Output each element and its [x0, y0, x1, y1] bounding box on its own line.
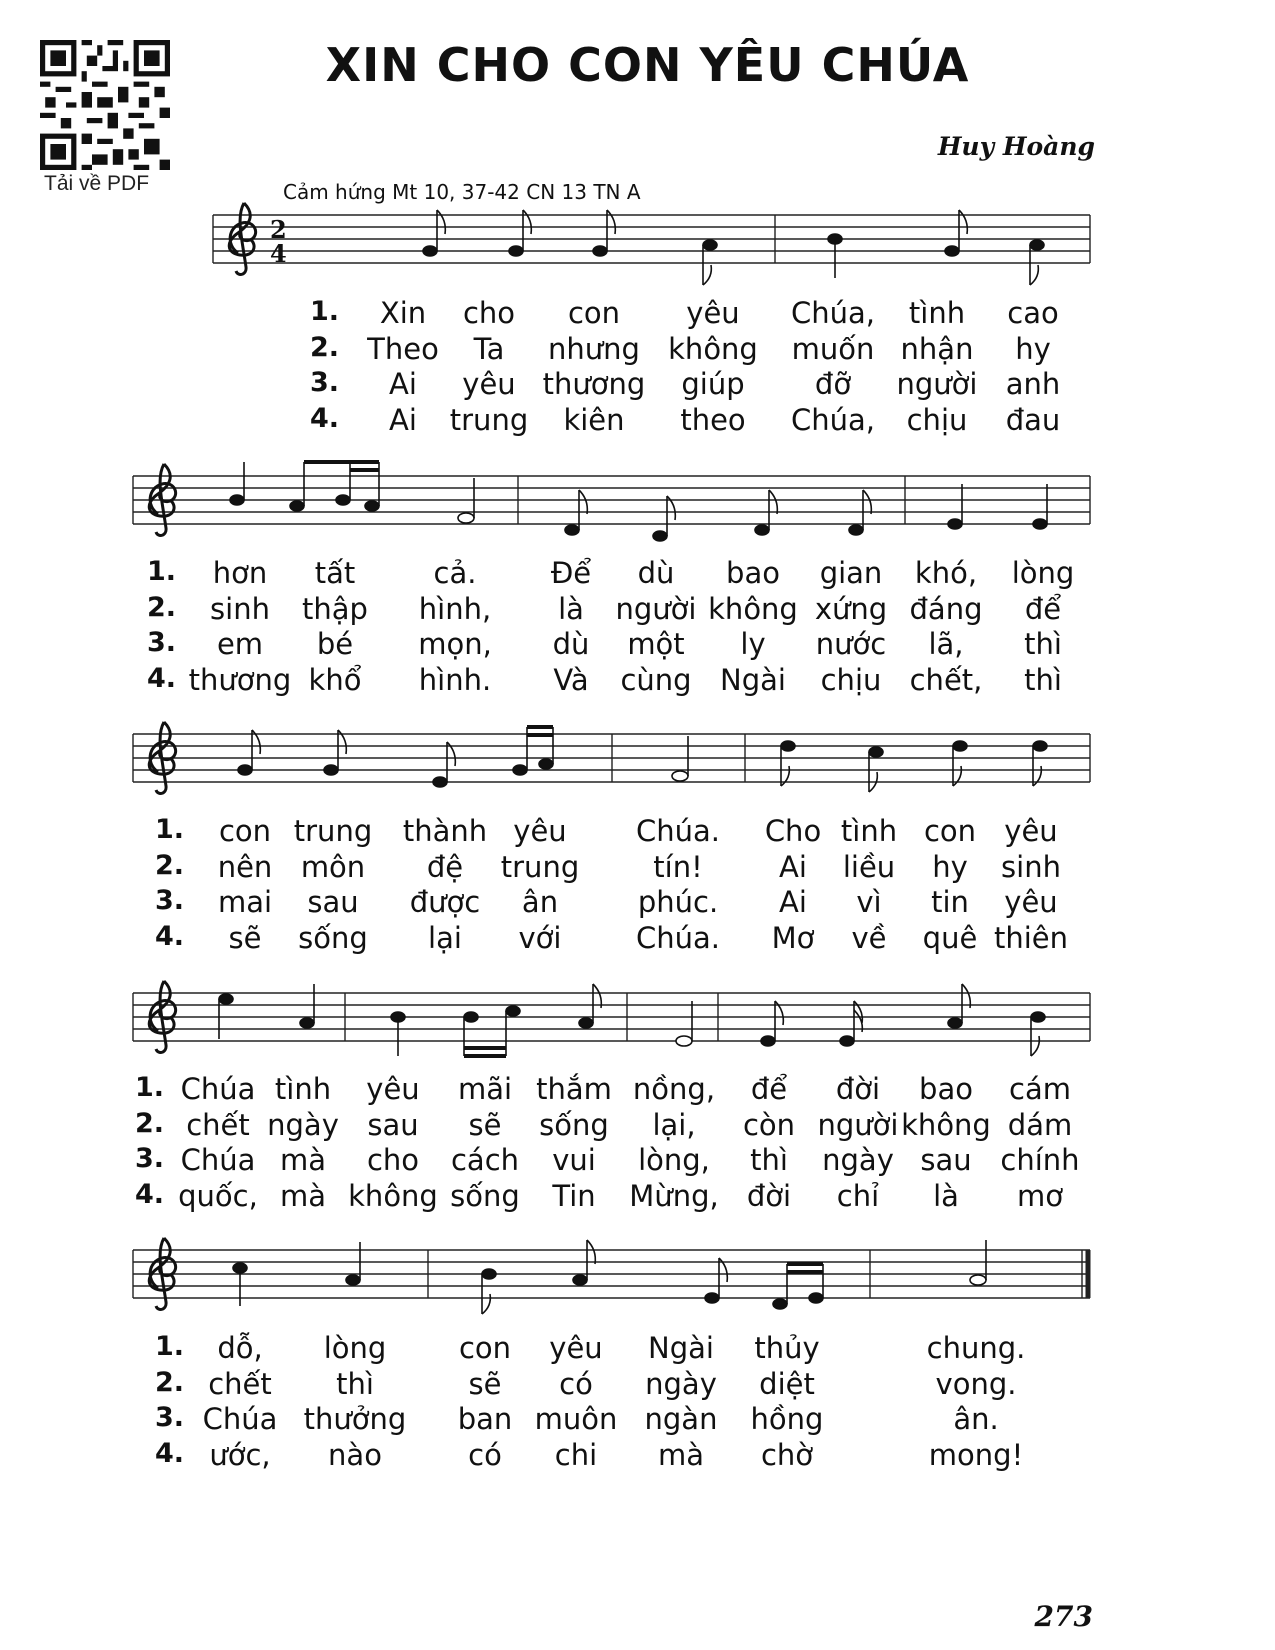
verse-number: 2. [135, 1107, 165, 1139]
lyric-syllable: mong! [928, 1437, 1024, 1472]
lyric-syllable: Chúa, [791, 296, 875, 330]
lyric-syllable: không [901, 1107, 991, 1142]
lyric-syllable: Chúa. [636, 920, 720, 955]
composer: Huy Hoàng [937, 132, 1095, 161]
lyric-syllable: người [615, 591, 697, 626]
verse-number: 3. [135, 1143, 165, 1174]
lyric-syllable: bao [919, 1072, 973, 1106]
lyric-syllable: yêu [686, 296, 740, 330]
lyric-syllable: chết [208, 1366, 272, 1401]
lyric-syllable: dù [637, 556, 675, 590]
lyric-syllable: đời [746, 1178, 792, 1213]
lyric-syllable: khổ [308, 662, 362, 697]
verse-line [0, 1179, 1275, 1215]
lyric-syllable: sống [450, 1178, 520, 1213]
lyric-syllable: còn [742, 1107, 796, 1142]
lyric-syllable: vì [856, 885, 882, 919]
lyric-syllable: hồng [750, 1402, 824, 1436]
lyric-syllable: trung [449, 402, 529, 437]
staff-3 [133, 734, 1090, 782]
lyric-syllable: một [627, 627, 685, 661]
lyric-syllable: Ai [779, 885, 807, 919]
lyric-syllable: thưởng [303, 1402, 407, 1436]
lyric-syllable: yêu [462, 367, 516, 401]
lyric-syllable: xứng [814, 591, 888, 626]
lyric-syllable: chịu [820, 662, 882, 697]
verse-number: 1. [135, 1072, 165, 1103]
lyric-syllable: Chúa [180, 1072, 256, 1106]
staff-1 [213, 215, 1090, 263]
lyric-syllable: yêu [513, 814, 567, 848]
lyric-syllable: cả. [433, 556, 477, 590]
lyric-syllable: Mơ [771, 920, 815, 955]
lyric-syllable: Ngài [648, 1331, 714, 1365]
lyric-syllable: nước [815, 627, 887, 661]
lyric-syllable: thì [336, 1366, 374, 1401]
lyric-syllable: thủy [754, 1331, 820, 1365]
qr-caption[interactable]: Tải về PDF [44, 172, 150, 195]
lyric-syllable: mà [279, 1143, 327, 1177]
verse-number: 4. [155, 920, 185, 952]
lyric-syllable: trung [500, 849, 580, 884]
lyric-syllable: hy [1015, 331, 1051, 366]
verse-line [0, 332, 1275, 368]
lyric-syllable: bao [726, 556, 780, 590]
lyric-syllable: nồng, [632, 1072, 716, 1106]
verse-line [0, 1438, 1275, 1474]
verse-line [0, 556, 1275, 592]
lyric-syllable: nên [217, 849, 273, 884]
lyric-syllable: mơ [1017, 1178, 1063, 1213]
lyric-syllable: người [817, 1107, 899, 1142]
lyric-syllable: tin [931, 885, 969, 919]
verse-number: 1. [155, 1331, 185, 1362]
verse-number: 1. [310, 296, 340, 327]
lyric-syllable: sống [539, 1107, 609, 1142]
lyric-syllable: ngày [267, 1107, 339, 1142]
staff-4 [133, 993, 1090, 1041]
verse-number: 2. [155, 1366, 185, 1398]
lyric-syllable: Tin [552, 1178, 596, 1213]
lyric-syllable: em [216, 627, 264, 661]
lyric-syllable: đỡ [814, 367, 852, 401]
lyric-syllable: ngàn [644, 1402, 718, 1436]
lyric-syllable: Theo [367, 331, 439, 366]
verse-number: 2. [155, 849, 185, 881]
lyric-syllable: đáng [909, 591, 983, 626]
verse-number: 1. [155, 814, 185, 845]
lyric-syllable: thiên [993, 920, 1069, 955]
staff-5 [133, 1250, 1090, 1298]
verse-line [0, 663, 1275, 699]
lyric-syllable: chính [1000, 1143, 1080, 1177]
lyric-syllable: ngày [822, 1143, 894, 1177]
lyric-syllable: tình [840, 814, 898, 848]
svg-text:4: 4 [270, 239, 287, 268]
inspiration-note: Cảm hứng Mt 10, 37-42 CN 13 TN A [283, 180, 641, 204]
lyric-syllable: lại, [652, 1107, 696, 1142]
lyric-syllable: thì [1024, 662, 1062, 697]
lyric-syllable: mà [279, 1178, 327, 1213]
lyric-syllable: Để [550, 556, 592, 590]
lyric-syllable: giúp [681, 367, 745, 401]
lyric-syllable: con [458, 1331, 512, 1365]
lyric-syllable: vui [552, 1143, 596, 1177]
lyric-syllable: Chúa, [791, 402, 875, 437]
lyric-syllable: chờ [760, 1437, 814, 1472]
page-number: 273 [1034, 1600, 1093, 1633]
verse-line [0, 627, 1275, 663]
lyric-syllable: yêu [366, 1072, 420, 1106]
lyric-syllable: lòng [323, 1331, 387, 1365]
verse-number: 3. [155, 1402, 185, 1433]
verse-number: 4. [155, 1437, 185, 1469]
lyric-syllable: có [468, 1437, 502, 1472]
lyric-syllable: có [559, 1366, 593, 1401]
lyric-syllable: Xin [379, 296, 427, 330]
verse-line [0, 921, 1275, 957]
lyric-syllable: yêu [1004, 814, 1058, 848]
lyric-syllable: con [923, 814, 977, 848]
lyric-syllable: thành [402, 814, 488, 848]
staff-2 [133, 476, 1090, 524]
lyric-syllable: dám [1007, 1107, 1073, 1142]
lyric-syllable: Ngài [720, 662, 786, 697]
lyric-syllable: con [567, 296, 621, 330]
lyric-syllable: lã, [928, 627, 964, 661]
lyric-syllable: để [1024, 591, 1062, 626]
verse-number: 2. [310, 331, 340, 363]
lyric-syllable: Ai [389, 402, 417, 437]
lyric-syllable: sinh [210, 591, 270, 626]
lyric-syllable: sẽ [468, 1107, 502, 1142]
lyric-syllable: Cho [764, 814, 822, 848]
verse-line [0, 1331, 1275, 1367]
verse-line [0, 814, 1275, 850]
verse-line [0, 1402, 1275, 1438]
lyric-syllable: chết, [909, 662, 983, 697]
lyric-syllable: hình, [418, 591, 492, 626]
lyric-syllable: ước, [209, 1437, 271, 1472]
lyric-syllable: quốc, [178, 1178, 258, 1213]
lyric-syllable: mọn, [418, 627, 492, 661]
lyric-syllable: liều [842, 849, 896, 884]
lyric-syllable: phúc. [637, 885, 719, 919]
verse-number: 3. [310, 367, 340, 398]
lyric-syllable: tín! [653, 849, 703, 884]
lyric-syllable: chỉ [836, 1178, 880, 1213]
lyric-syllable: hy [932, 849, 968, 884]
lyric-syllable: dỗ, [217, 1331, 263, 1365]
lyric-syllable: là [933, 1178, 959, 1213]
verse-number: 3. [147, 627, 177, 658]
lyric-syllable: người [896, 367, 978, 401]
lyric-syllable: theo [680, 402, 746, 437]
lyric-syllable: lòng, [638, 1143, 710, 1177]
lyric-syllable: yêu [549, 1331, 603, 1365]
lyric-syllable: ân [521, 885, 559, 919]
lyric-syllable: về [851, 920, 887, 955]
lyric-syllable: sau [367, 1107, 419, 1142]
lyric-syllable: được [409, 885, 481, 919]
lyric-syllable: sống [298, 920, 368, 955]
lyric-syllable: ban [457, 1402, 513, 1436]
lyric-syllable: lòng [1011, 556, 1075, 590]
lyric-syllable: tình [274, 1072, 332, 1106]
lyric-syllable: chung. [926, 1331, 1026, 1365]
lyric-syllable: cho [462, 296, 516, 330]
lyric-syllable: quê [922, 920, 978, 955]
lyric-syllable: nhận [900, 331, 974, 366]
lyric-syllable: vong. [935, 1366, 1017, 1401]
lyric-syllable: thương [188, 662, 292, 697]
lyric-syllable: gian [819, 556, 883, 590]
lyric-syllable: sau [920, 1143, 972, 1177]
lyric-syllable: ân. [953, 1402, 999, 1436]
lyric-syllable: không [708, 591, 798, 626]
lyric-syllable: con [218, 814, 272, 848]
lyric-syllable: Chúa [202, 1402, 278, 1436]
lyric-syllable: diệt [759, 1366, 815, 1401]
lyric-syllable: mà [657, 1437, 705, 1472]
verse-number: 4. [135, 1178, 165, 1210]
lyric-syllable: ngày [645, 1366, 717, 1401]
verse-line [0, 850, 1275, 886]
lyric-syllable: hơn [212, 556, 268, 590]
lyric-syllable: môn [300, 849, 366, 884]
lyric-syllable: muốn [791, 331, 875, 366]
lyric-syllable: tất [314, 556, 356, 590]
verse-line [0, 592, 1275, 628]
verse-line [0, 1108, 1275, 1144]
verse-line [0, 1143, 1275, 1179]
lyric-syllable: Chúa. [636, 814, 720, 848]
lyric-syllable: cao [1007, 296, 1059, 330]
verse-number: 4. [147, 662, 177, 694]
lyric-syllable: chết [186, 1107, 250, 1142]
verse-number: 3. [155, 885, 185, 916]
lyric-syllable: trung [293, 814, 373, 848]
lyric-syllable: thương [542, 367, 646, 401]
lyric-syllable: thập [302, 591, 368, 626]
lyric-syllable: sau [307, 885, 359, 919]
lyric-syllable: ly [740, 627, 766, 661]
verse-line [0, 1072, 1275, 1108]
lyric-syllable: Và [553, 662, 589, 697]
verse-line [0, 885, 1275, 921]
verse-number: 1. [147, 556, 177, 587]
lyric-syllable: cách [450, 1143, 520, 1177]
lyric-syllable: Chúa [180, 1143, 256, 1177]
lyric-syllable: đau [1005, 402, 1061, 437]
svg-text:2: 2 [270, 215, 287, 244]
lyric-syllable: thì [1024, 627, 1062, 661]
lyric-syllable: không [348, 1178, 438, 1213]
lyric-syllable: với [518, 920, 562, 955]
lyric-syllable: thắm [536, 1072, 612, 1106]
lyric-syllable: dù [552, 627, 590, 661]
verse-number: 2. [147, 591, 177, 623]
lyric-syllable: yêu [1004, 885, 1058, 919]
lyric-syllable: sẽ [468, 1366, 502, 1401]
lyric-syllable: Mừng, [629, 1178, 719, 1213]
lyric-syllable: muôn [534, 1402, 618, 1436]
lyric-syllable: mai [217, 885, 273, 919]
verse-line [0, 367, 1275, 403]
song-title: XIN CHO CON YÊU CHÚA [325, 38, 970, 92]
lyric-syllable: mãi [457, 1072, 513, 1106]
lyric-syllable: không [668, 331, 758, 366]
verse-line [0, 1367, 1275, 1403]
lyric-syllable: cám [1009, 1072, 1071, 1106]
verse-number: 4. [310, 402, 340, 434]
lyric-syllable: chi [554, 1437, 598, 1472]
lyric-syllable: cho [366, 1143, 420, 1177]
lyric-syllable: lại [428, 920, 462, 955]
lyric-syllable: sẽ [228, 920, 262, 955]
lyric-syllable: chịu [906, 402, 968, 437]
lyric-syllable: nhưng [548, 331, 640, 366]
lyric-syllable: là [558, 591, 584, 626]
lyric-syllable: khó, [914, 556, 978, 590]
lyric-syllable: Ai [389, 367, 417, 401]
lyric-syllable: nào [328, 1437, 382, 1472]
lyric-syllable: sinh [1001, 849, 1061, 884]
lyric-syllable: bé [316, 627, 354, 661]
lyric-syllable: đời [835, 1072, 881, 1106]
lyric-syllable: kiên [563, 402, 625, 437]
verse-line [0, 403, 1275, 439]
lyric-syllable: thì [750, 1143, 788, 1177]
lyric-syllable: hình. [418, 662, 492, 697]
lyric-syllable: Ta [473, 331, 505, 366]
lyric-syllable: tình [908, 296, 966, 330]
lyric-syllable: anh [1005, 367, 1061, 401]
lyric-syllable: đệ [426, 849, 464, 884]
verse-line [0, 296, 1275, 332]
lyric-syllable: cùng [620, 662, 692, 697]
lyric-syllable: để [750, 1072, 788, 1106]
lyric-syllable: Ai [779, 849, 807, 884]
